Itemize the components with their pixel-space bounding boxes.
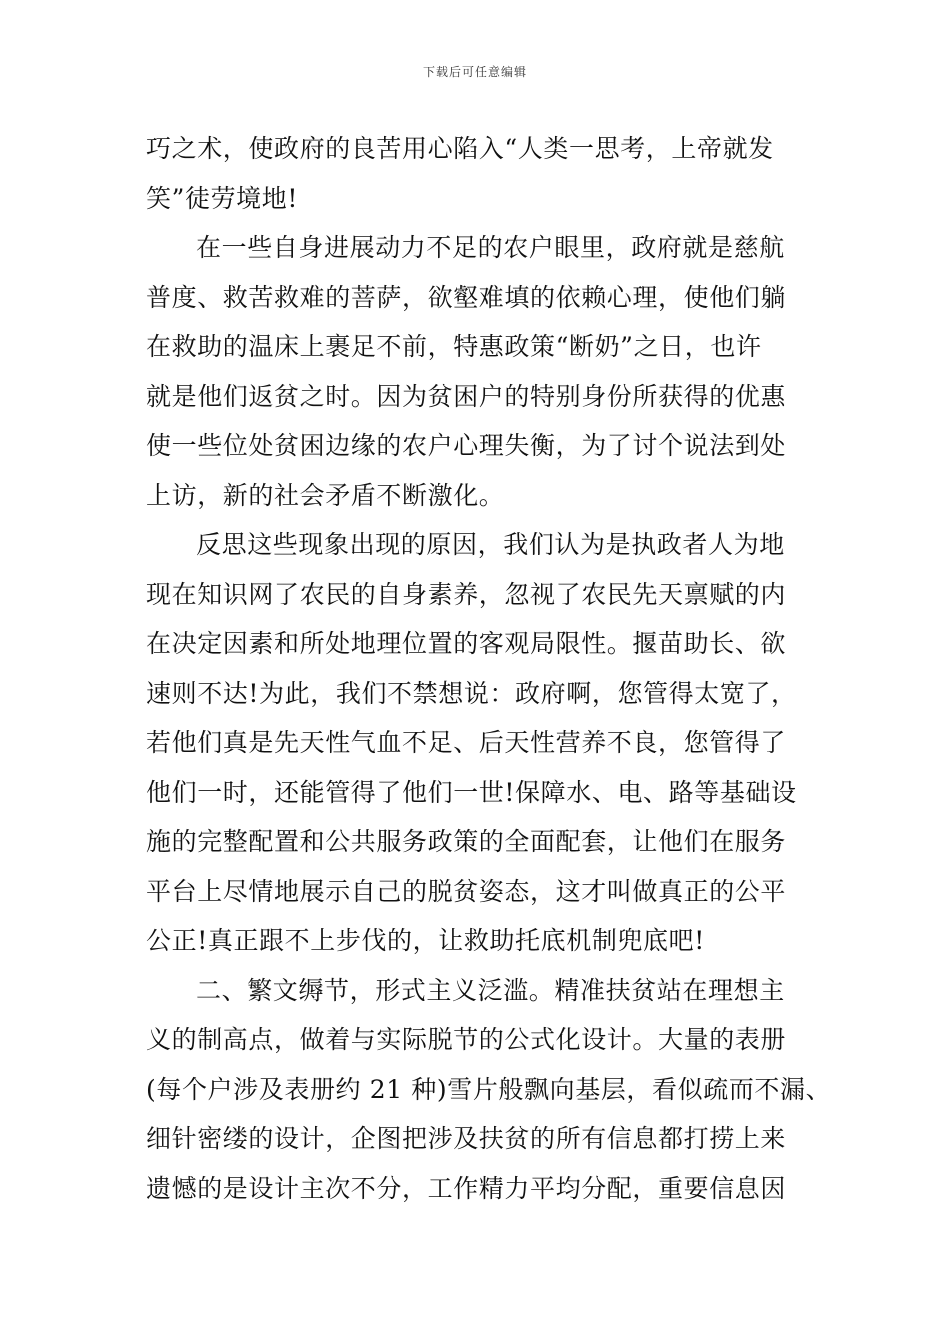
text-line: 速则不达!为此，我们不禁想说：政府啊，您管得太宽了，: [146, 678, 797, 708]
text-line: 普度、救苦救难的菩萨，欲壑难填的依赖心理，使他们躺: [146, 282, 787, 312]
text-line: 在救助的温床上裹足不前，特惠政策“断奶”之日，也许: [146, 332, 762, 361]
text-line: (每个户涉及表册约 21 种)雪片般飘向基层，看似疏而不漏、: [146, 1074, 832, 1104]
text-line: 若他们真是先天性气血不足、后天性营养不良，您管得了: [146, 728, 787, 757]
text-line: 使一些位处贫困边缘的农户心理失衡，为了讨个说法到处: [146, 431, 787, 460]
text-line: 施的完整配置和公共服务政策的全面配套，让他们在服务: [146, 827, 787, 856]
text-line: 二、繁文缛节，形式主义泛滥。精准扶贫站在理想主: [196, 975, 785, 1005]
text-line: 反思这些现象出现的原因，我们认为是执政者人为地: [196, 530, 785, 559]
text-line: 平台上尽情地展示自己的脱贫姿态，这才叫做真正的公平: [146, 876, 787, 906]
text-line: 笑”徒劳境地!: [146, 183, 299, 213]
text-line: 就是他们返贫之时。因为贫困户的特别身份所获得的优惠: [146, 381, 787, 411]
text-line: 遗憾的是设计主次不分，工作精力平均分配，重要信息因: [146, 1173, 787, 1203]
text-line: 在一些自身进展动力不足的农户眼里，政府就是慈航: [196, 233, 785, 262]
text-line: 巧之术，使政府的良苦用心陷入“人类一思考，上帝就发: [146, 134, 774, 163]
text-line: 公正!真正跟不上步伐的，让救助托底机制兜底吧!: [146, 926, 705, 955]
document-body: [146, 124, 832, 1213]
text-line: 上访，新的社会矛盾不断激化。: [146, 480, 505, 510]
text-line: 在决定因素和所处地理位置的客观局限性。揠苗助长、欲: [146, 629, 787, 658]
text-line: 义的制高点，做着与实际脱节的公式化设计。大量的表册: [146, 1025, 787, 1054]
text-line: 现在知识网了农民的自身素养，忽视了农民先天禀赋的内: [146, 579, 787, 609]
text-line: 他们一时，还能管得了他们一世!保障水、电、路等基础设: [146, 777, 797, 807]
text-line: 细针密缕的设计，企图把涉及扶贫的所有信息都打捞上来: [146, 1124, 787, 1153]
page-header: 下载后可任意编辑: [422, 65, 527, 79]
